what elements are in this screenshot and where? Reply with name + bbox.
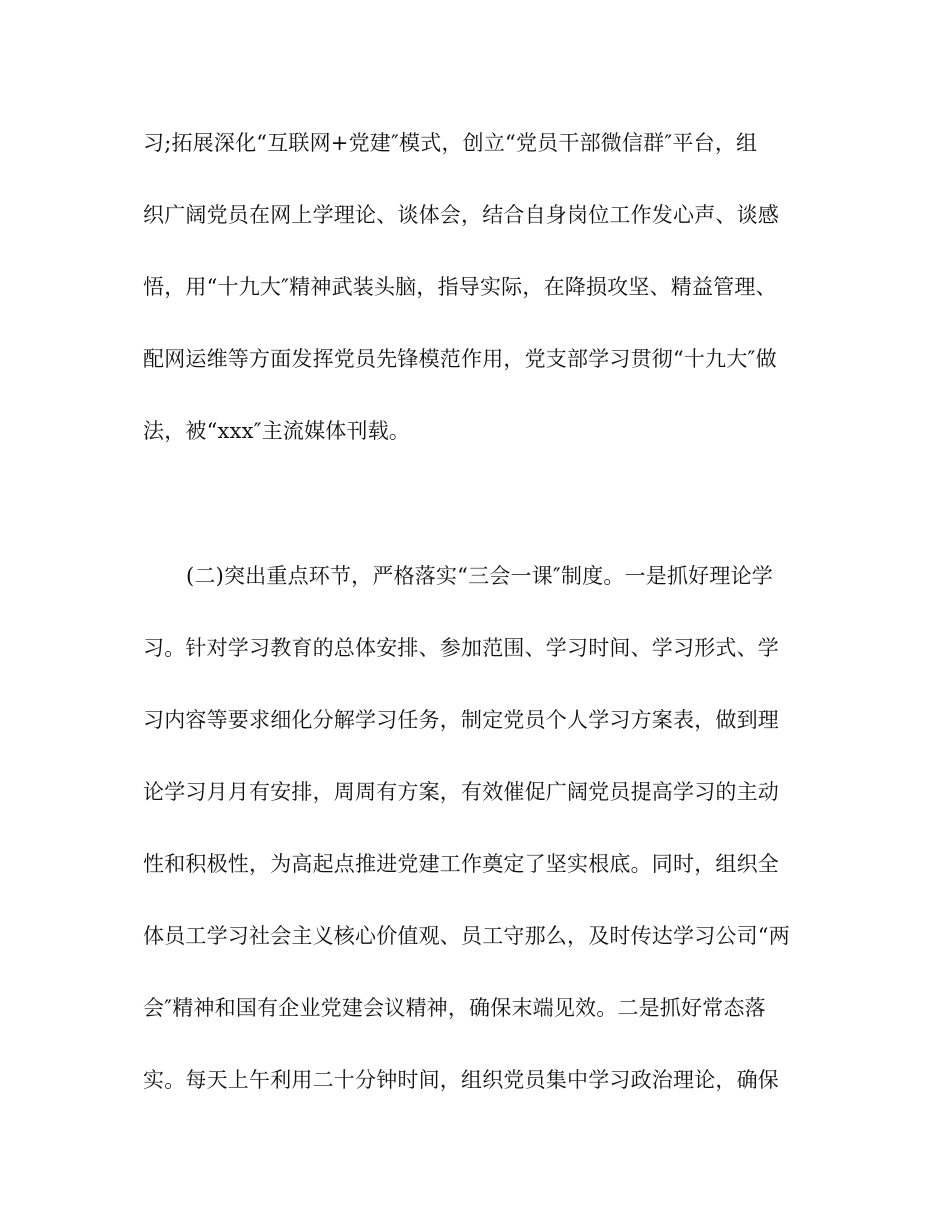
text-line: 法，被“xxx″主流媒体刊载。 — [143, 419, 411, 443]
text-line: 体员工学习社会主义核心价值观、员工守那么，及时传达学习公司“两 — [143, 924, 790, 948]
text-line: 习内容等要求细化分解学习任务，制定党员个人学习方案表，做到理 — [143, 708, 779, 732]
text-line: 性和积极性，为高起点推进党建工作奠定了坚实根底。同时，组织全 — [143, 852, 779, 876]
text-line: 配网运维等方面发挥党员先锋模范作用，党支部学习贯彻“十九大″做 — [143, 347, 777, 371]
text-line: 习;拓展深化“互联网+党建″模式，创立“党员干部微信群″平台，组 — [143, 131, 758, 155]
text-line: (二)突出重点环节，严格落实“三会一课″制度。一是抓好理论学 — [186, 564, 773, 588]
text-line: 会″精神和国有企业党建会议精神，确保末端见效。二是抓好常态落 — [143, 996, 766, 1020]
text-line: 实。每天上午利用二十分钟时间，组织党员集中学习政治理论，确保 — [143, 1068, 779, 1092]
text-line: 织广阔党员在网上学理论、谈体会，结合自身岗位工作发心声、谈感 — [143, 203, 779, 227]
text-line: 悟，用“十九大″精神武装头脑，指导实际，在降损攻坚、精益管理、 — [143, 275, 777, 299]
text-line: 习。针对学习教育的总体安排、参加范围、学习时间、学习形式、学 — [143, 636, 779, 660]
text-line: 论学习月月有安排，周周有方案，有效催促广阔党员提高学习的主动 — [143, 780, 779, 804]
